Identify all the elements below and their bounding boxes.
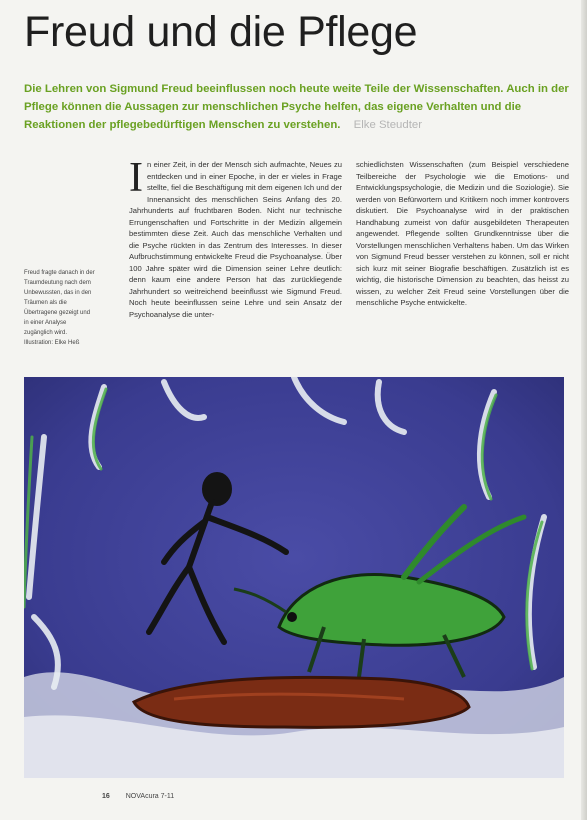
author-name: Elke Steudter [353, 119, 423, 131]
column-1-text: n einer Zeit, in der der Mensch sich aufmachte, Neues zu entdecken und in einer Epoche, in der er vieles in Frage stellte, fiel die Beschäftigung mit dem eigenen Ich und der Innenansicht des menschlichen Seins Anfang des 20. Jahrhunderts auf fruchtbaren Boden. Nicht nur technische Errungenschaften und Fortschritte in der Medizin allgemein bestimmten diese Zeit. Auch das menschliche Verhalten und die Psyche rückten in das Zentrum des Interesses. In dieser Aufbruchstimmung entwickelte Freud die Psychoanalyse. Über 100 Jahre später wird die Dimension seiner Lehre deutlich: denn kaum eine andere Person hat das zurückliegende Jahrhundert so weitreichend beeinflusst wie Sigmund Freud. Noch heute beeinflussen seine Lehre und sein Ansatz der Psychoanalyse die unter- [129, 160, 342, 319]
article-lead [24, 80, 572, 134]
column-2-text: schiedlichsten Wissenschaften (zum Beispiel verschiedene Teilbereiche der Psychologie wie die Emotions- und Entwicklungspsychologie, die Medizin und die Soziologie). Sie werden von Befürwortern und Kritikern noch immer kontrovers diskutiert. Die Psychoanalyse wird in der praktischen Handhabung zumeist von dafür ausgebildeten Therapeuten angewendet. Pflegende sollten Grundkenntnisse über die Vorstellungen menschlichen Verhaltens haben. Um das Wirken von Sigmund Freud besser verstehen zu können, soll er nicht sich kurz mit seiner Biografie beschäftigen. Zusätzlich ist es wichtig, die historische Dimension zu beachten, das heisst zu wissen, zu welcher Zeit Freud seine Vorstellungen über die menschliche Psyche entwickelte. [356, 160, 569, 307]
lead-text: Die Lehren von Sigmund Freud beeinflussen noch heute weite Teile der Wissenschaften. Auch in der Pflege können die Aussagen zur menschlichen Psyche helfen, das eigene Verhalten und die Reaktionen der pflegebedürftigen Menschen zu verstehen. [24, 83, 569, 131]
page-edge [581, 0, 587, 820]
body-column-1 [129, 159, 342, 359]
image-caption: Freud fragte danach in der Traumdeutung nach dem Unbewussten, das in den Träumen als die Übertragene gezeigt und in einer Analyse zugänglich wird. Illustration: Elke Heß [24, 270, 95, 346]
magazine-name: NOVAcura 7-11 [125, 793, 175, 800]
article-title: Freud und die Pflege [24, 8, 418, 56]
page-footer [102, 793, 174, 800]
column-1-paragraph [129, 159, 342, 320]
drop-cap: I [129, 159, 143, 201]
artwork-drawing [24, 377, 564, 778]
body-column-2 [356, 159, 569, 354]
artwork-illustration [24, 377, 564, 778]
page-number: 16 [102, 793, 110, 800]
